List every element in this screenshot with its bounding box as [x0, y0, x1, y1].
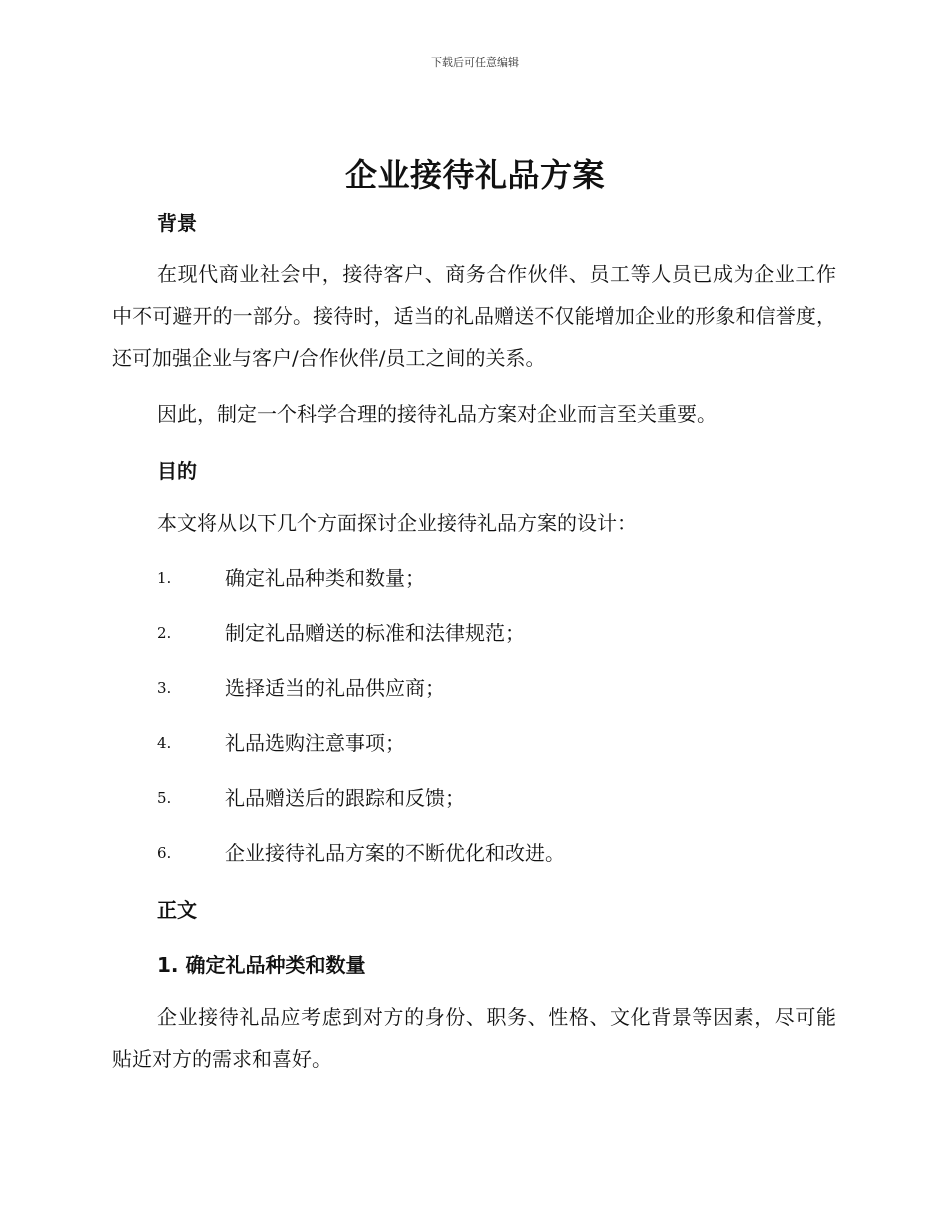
list-item [157, 838, 857, 868]
section-heading-purpose: 目的 [157, 459, 197, 483]
list-text: 礼品选购注意事项； [225, 731, 405, 755]
subheading-gift-types-and-quantity: 1. 确定礼品种类和数量 [157, 953, 366, 977]
list-item [157, 728, 857, 758]
list-number: 6. [157, 844, 172, 862]
list-item [157, 563, 857, 593]
document-title: 企业接待礼品方案 [344, 156, 605, 194]
list-text: 企业接待礼品方案的不断优化和改进。 [225, 841, 565, 865]
list-text: 礼品赠送后的跟踪和反馈； [225, 786, 465, 810]
list-number: 2. [157, 624, 172, 642]
list-number: 5. [157, 789, 172, 807]
section-heading-body: 正文 [157, 898, 197, 922]
list-text: 选择适当的礼品供应商； [225, 676, 445, 700]
list-item [157, 618, 857, 648]
list-text: 制定礼品赠送的标准和法律规范； [225, 621, 525, 645]
purpose-intro: 本文将从以下几个方面探讨企业接待礼品方案的设计： [157, 511, 637, 535]
body-paragraph-1: 企业接待礼品应考虑到对方的身份、职务、性格、文化背景等因素，尽可能贴近对方的需求和喜好。 [112, 1005, 836, 1071]
background-paragraph-1: 在现代商业社会中，接待客户、商务合作伙伴、员工等人员已成为企业工作中不可避开的一部分。接待时，适当的礼品赠送不仅能增加企业的形象和信誉度，还可加强企业与客户/合作伙伴/员工之间的关系。 [112, 262, 836, 370]
list-number: 1. [157, 569, 172, 587]
list-number: 3. [157, 679, 172, 697]
list-item [157, 673, 857, 703]
header-note: 下载后可任意编辑 [431, 56, 519, 69]
list-number: 4. [157, 734, 172, 752]
background-paragraph-2: 因此，制定一个科学合理的接待礼品方案对企业而言至关重要。 [157, 402, 717, 426]
section-heading-background: 背景 [157, 211, 197, 235]
list-text: 确定礼品种类和数量； [225, 566, 425, 590]
list-item [157, 783, 857, 813]
